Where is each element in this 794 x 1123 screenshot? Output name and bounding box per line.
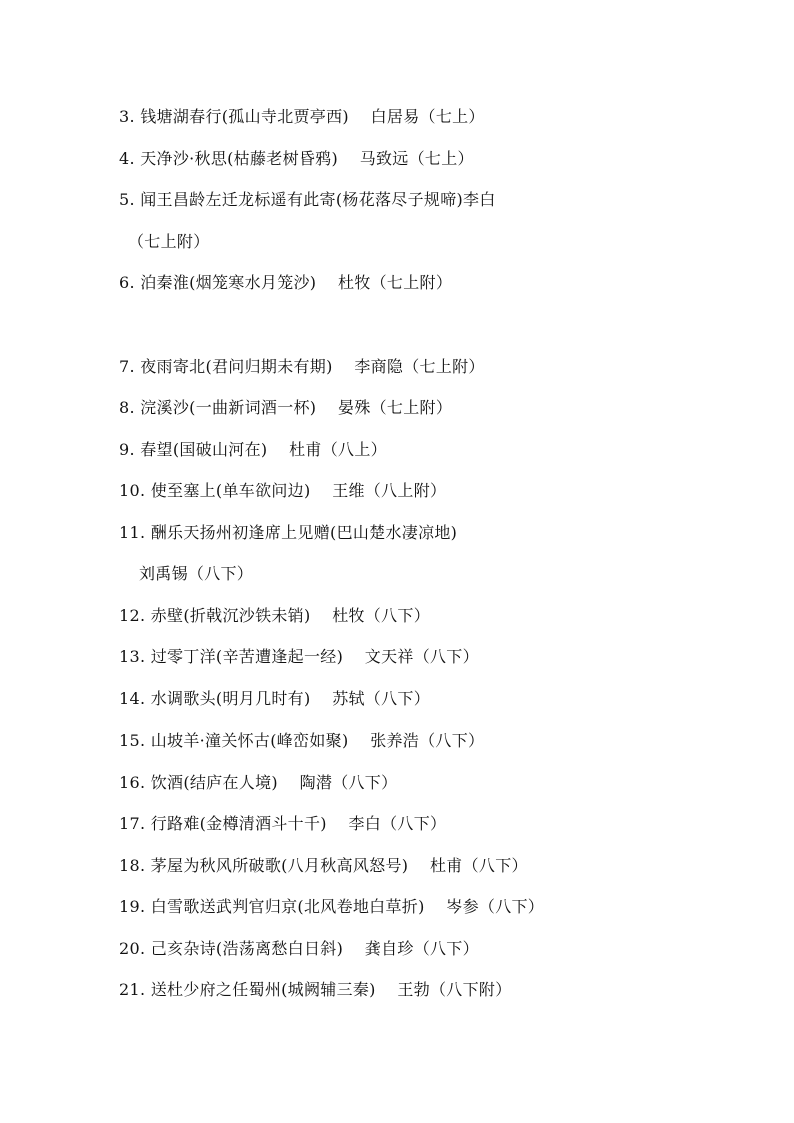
poem-entry-11-continuation: 刘禹锡（八下） [139, 564, 254, 583]
poem-entry-10: 10. 使至塞上(单车欲问边) 王维（八上附） [119, 481, 447, 500]
poem-entry-8: 8. 浣溪沙(一曲新词酒一杯) 晏殊（七上附） [119, 398, 453, 417]
poem-entry-7: 7. 夜雨寄北(君问归期未有期) 李商隐（七上附） [119, 357, 485, 376]
poem-entry-3: 3. 钱塘湖春行(孤山寺北贾亭西) 白居易（七上） [119, 107, 485, 126]
poem-entry-14: 14. 水调歌头(明月几时有) 苏轼（八下） [119, 689, 431, 708]
poem-entry-18: 18. 茅屋为秋风所破歌(八月秋高风怒号) 杜甫（八下） [119, 856, 528, 875]
poem-entry-19: 19. 白雪歌送武判官归京(北风卷地白草折) 岑参（八下） [119, 897, 545, 916]
poem-entry-20: 20. 己亥杂诗(浩荡离愁白日斜) 龚自珍（八下） [119, 939, 479, 958]
poem-entry-6: 6. 泊秦淮(烟笼寒水月笼沙) 杜牧（七上附） [119, 273, 453, 292]
poem-entry-5-continuation: （七上附） [128, 232, 210, 251]
poem-entry-5: 5. 闻王昌龄左迁龙标遥有此寄(杨花落尽子规啼)李白 [119, 190, 496, 209]
poem-entry-21: 21. 送杜少府之任蜀州(城阙辅三秦) 王勃（八下附） [119, 980, 512, 999]
poem-entry-11: 11. 酬乐天扬州初逢席上见赠(巴山楚水凄凉地) [119, 523, 458, 542]
poem-entry-13: 13. 过零丁洋(辛苦遭逢起一经) 文天祥（八下） [119, 647, 479, 666]
poem-entry-9: 9. 春望(国破山河在) 杜甫（八上） [119, 440, 387, 459]
poem-entry-4: 4. 天净沙·秋思(枯藤老树昏鸦) 马致远（七上） [119, 149, 474, 168]
poem-entry-17: 17. 行路难(金樽清酒斗十千) 李白（八下） [119, 814, 447, 833]
poem-entry-16: 16. 饮酒(结庐在人境) 陶潜（八下） [119, 773, 398, 792]
poem-entry-12: 12. 赤壁(折戟沉沙铁未销) 杜牧（八下） [119, 606, 431, 625]
poem-entry-15: 15. 山坡羊·潼关怀古(峰峦如聚) 张养浩（八下） [119, 731, 485, 750]
